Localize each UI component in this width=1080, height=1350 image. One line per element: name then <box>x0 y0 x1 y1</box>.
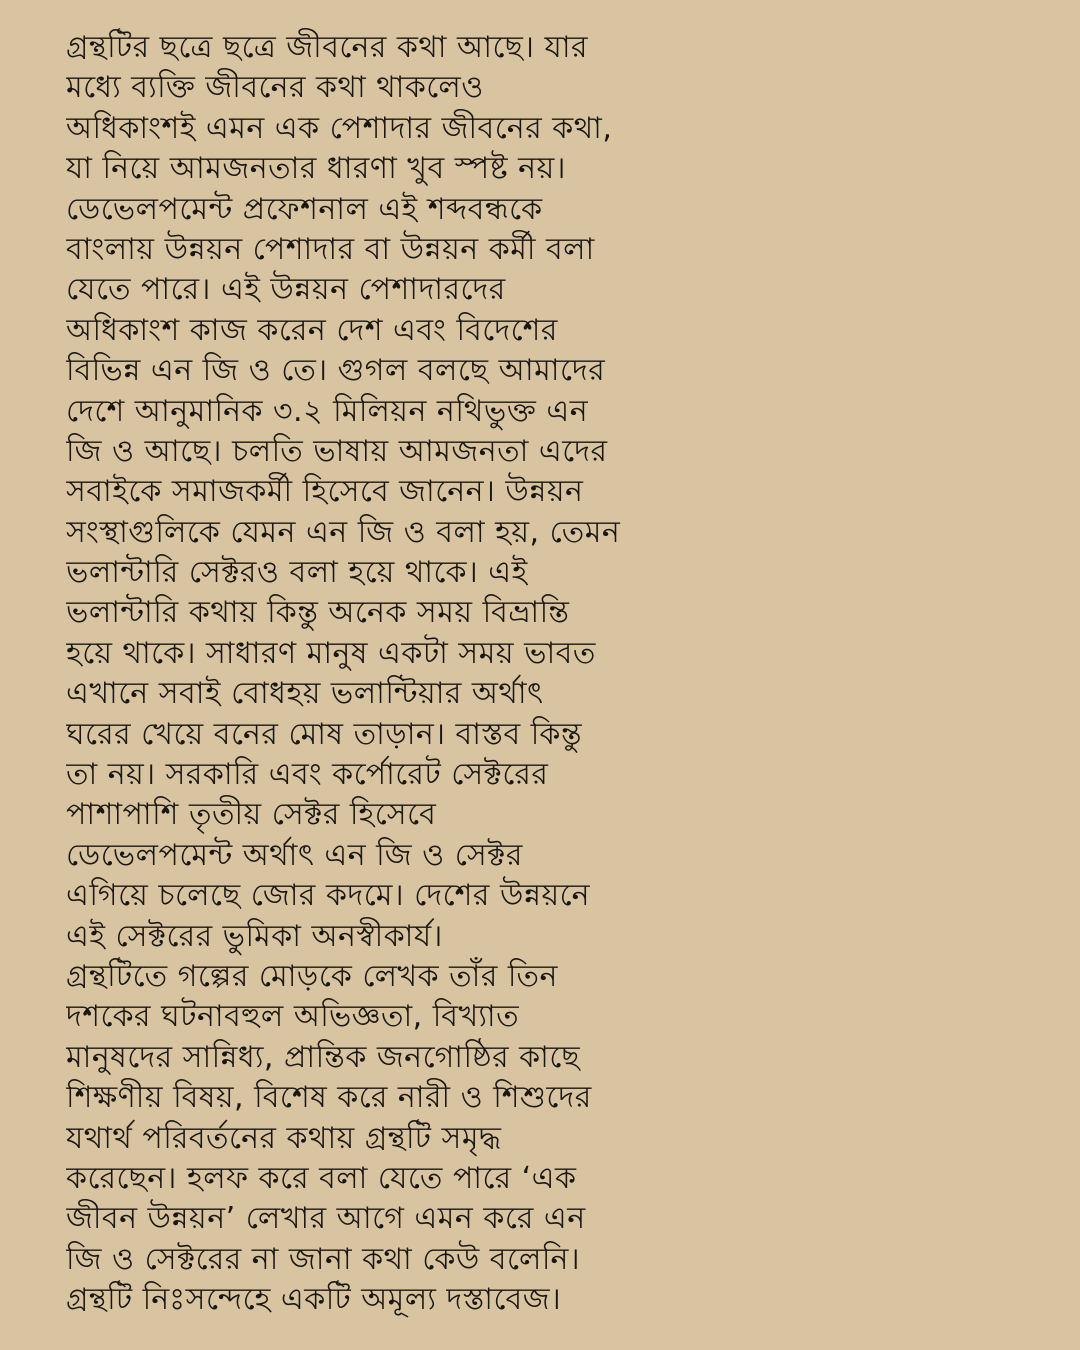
text-line: ভলান্টারি কথায় কিন্তু অনেক সময় বিভ্রান্তি <box>66 595 570 631</box>
text-line: গ্রন্থটির ছত্রে ছত্রে জীবনের কথা আছে। যার <box>66 30 589 65</box>
text-line: বাংলায় উন্নয়ন পেশাদার বা উন্নয়ন কর্মী বলা <box>66 231 595 267</box>
text-line: মানুষদের সান্নিধ্য, প্রান্তিক জনগোষ্ঠির কাছে <box>66 1039 581 1075</box>
text-line: ডেভেলপমেন্ট প্রফেশনাল এই শব্দবন্ধকে <box>66 191 543 227</box>
text-line: পাশাপাশি তৃতীয় সেক্টর হিসেবে <box>66 797 437 833</box>
text-line: জি ও সেক্টরের না জানা কথা কেউ বলেনি। <box>66 1241 581 1277</box>
text-line: এগিয়ে চলেছে জোর কদমে। দেশের উন্নয়নে <box>66 878 591 914</box>
text-line: মধ্যে ব্যক্তি জীবনের কথা থাকলেও <box>66 70 484 106</box>
text-line: ভলান্টারি সেক্টরও বলা হয়ে থাকে। এই <box>66 555 528 591</box>
text-line: অধিকাংশ কাজ করেন দেশ এবং বিদেশের <box>66 312 558 348</box>
text-line: এই সেক্টরের ভুমিকা অনস্বীকার্য। <box>66 918 443 954</box>
text-line: বিভিন্ন এন জি ও তে। গুগল বলছে আমাদের <box>66 353 606 389</box>
text-line: তা নয়। সরকারি এবং কর্পোরেট সেক্টরের <box>66 757 549 793</box>
text-line: যেতে পারে। এই উন্নয়ন পেশাদারদের <box>66 272 506 308</box>
text-line: ডেভেলপমেন্ট অর্থাৎ এন জি ও সেক্টর <box>66 837 523 873</box>
text-line: অধিকাংশই এমন এক পেশাদার জীবনের কথা, <box>66 110 613 146</box>
text-line: হয়ে থাকে। সাধারণ মানুষ একটা সময় ভাবত <box>66 635 596 671</box>
review-text-block <box>66 28 1040 1321</box>
text-line: করেছেন। হলফ করে বলা যেতে পারে ‘এক <box>66 1160 577 1196</box>
text-line: এখানে সবাই বোধহয় ভলান্টিয়ার অর্থাৎ <box>66 676 544 712</box>
text-line: যা নিয়ে আমজনতার ধারণা খুব স্পষ্ট নয়। <box>66 151 566 187</box>
text-line: গ্রন্থটি নিঃসন্দেহে একটি অমূল্য দস্তাবেজ। <box>66 1282 562 1318</box>
text-line: সবাইকে সমাজকর্মী হিসেবে জানেন। উন্নয়ন <box>66 474 584 510</box>
text-line: যথার্থ পরিবর্তনের কথায় গ্রন্থটি সমৃদ্ধ <box>66 1120 502 1156</box>
text-line: ঘরের খেয়ে বনের মোষ তাড়ান। বাস্তব কিন্তু <box>66 716 583 752</box>
text-line: দশকের ঘটনাবহুল অভিজ্ঞতা, বিখ্যাত <box>66 999 520 1035</box>
text-line: দেশে আনুমানিক ৩.২ মিলিয়ন নথিভুক্ত এন <box>66 393 589 429</box>
text-line: গ্রন্থটিতে গল্পের মোড়কে লেখক তাঁর তিন <box>66 958 558 994</box>
text-line: সংস্থাগুলিকে যেমন এন জি ও বলা হয়, তেমন <box>66 514 621 550</box>
text-line: জীবন উন্নয়ন’ লেখার আগে এমন করে এন <box>66 1201 586 1237</box>
text-line: জি ও আছে। চলতি ভাষায় আমজনতা এদের <box>66 433 608 469</box>
text-line: শিক্ষণীয় বিষয়, বিশেষ করে নারী ও শিশুদের <box>66 1080 592 1116</box>
